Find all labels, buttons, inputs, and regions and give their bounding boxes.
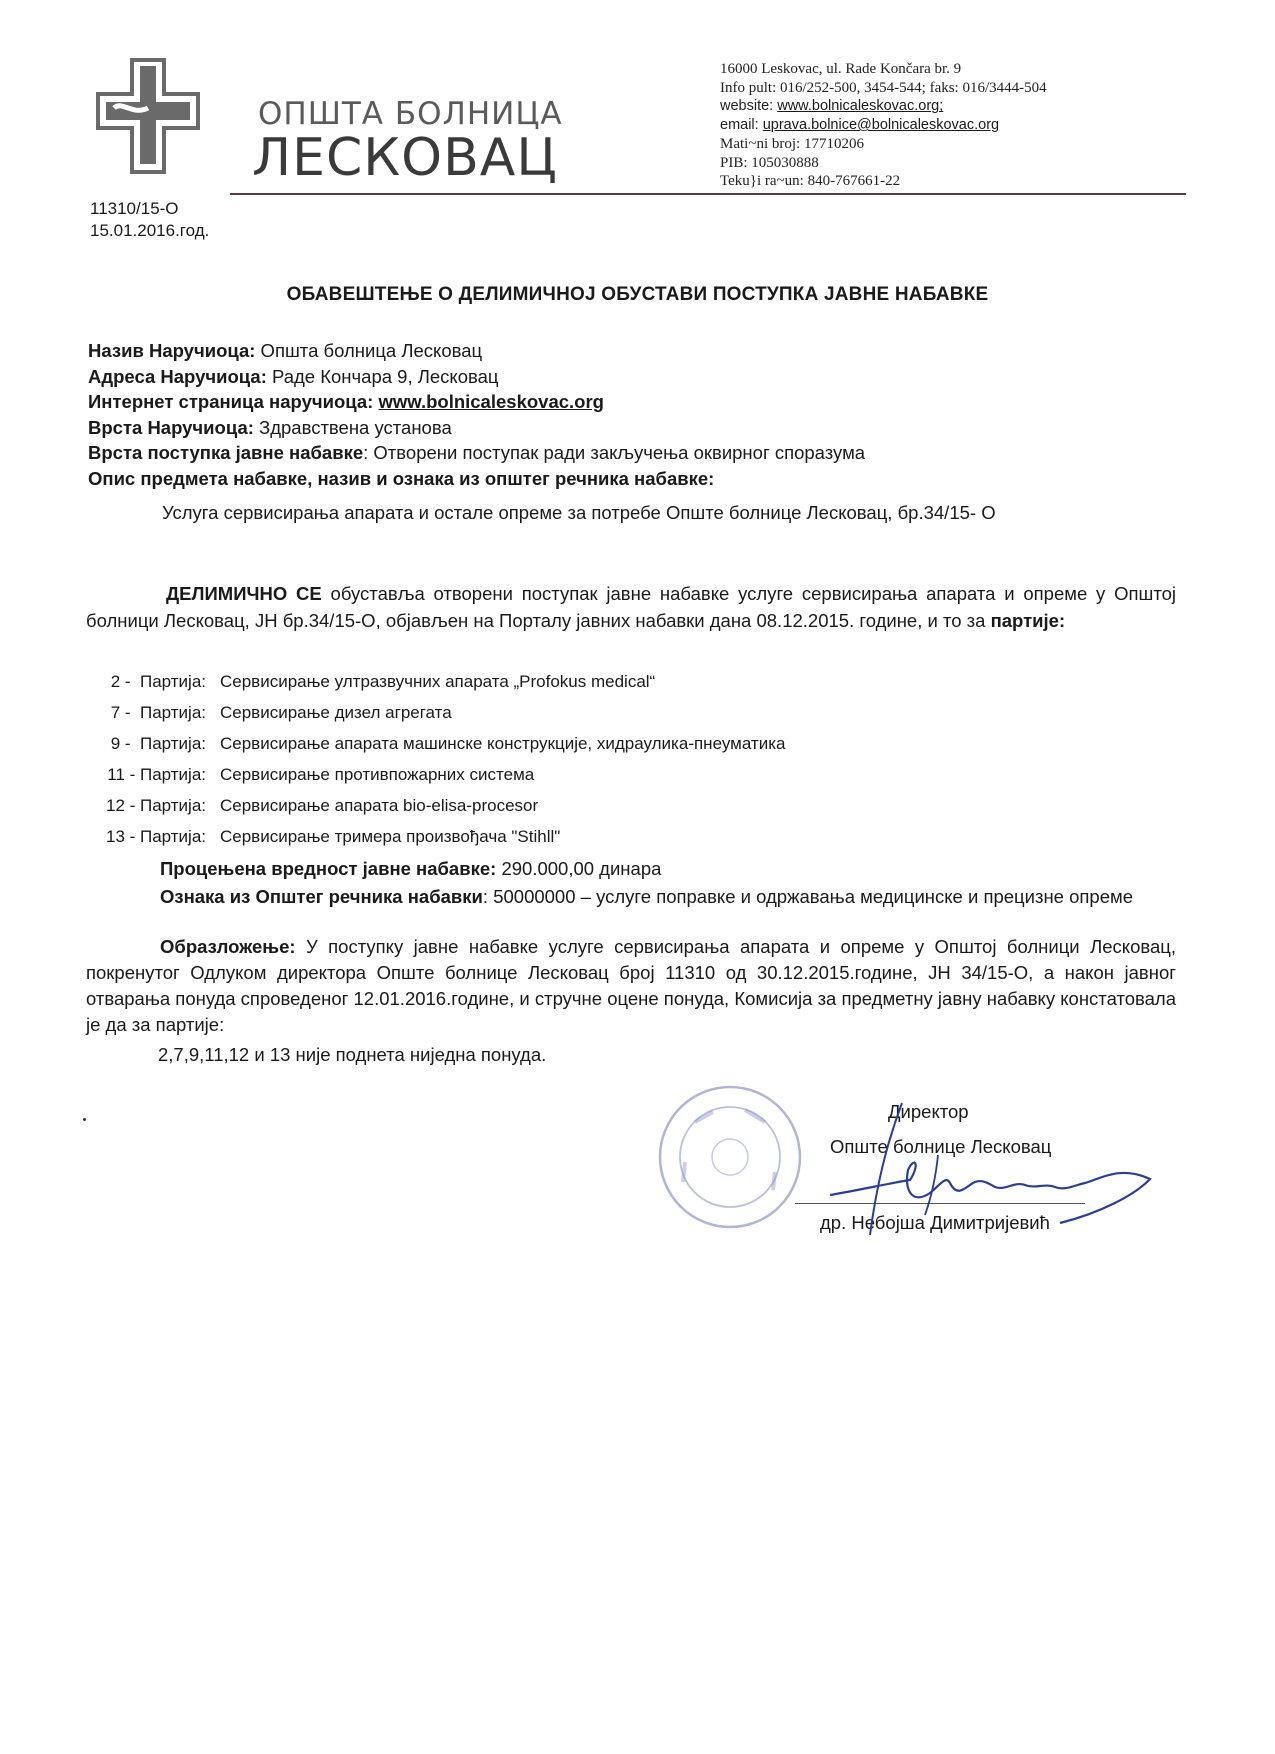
info-opis-label: Опис предмета набавке, назив и ознака из општег речника набавке:: [88, 467, 715, 489]
info-adresa: Адреса Наручиоца: Раде Кончара 9, Лесковац: [88, 365, 499, 387]
info-postupak: Врста поступка јавне набавке: Отворени поступак ради закључења оквирног споразума: [88, 442, 866, 463]
list-item: 13 - Партија: Сервисирање тримера произвођача "Stihll": [105, 827, 561, 846]
contact-mb: Mati~ni broj: 17710206: [720, 135, 864, 152]
suspension-paragraph: [86, 580, 1176, 634]
handwritten-signature: [820, 1095, 1170, 1245]
hospital-cross-logo: [92, 58, 202, 176]
contact-account: Teku}i ra~un: 840-767661-22: [720, 173, 901, 190]
suspension-text: обуставља отворени поступак јавне набавке услуге сервисирања апарата и опреме у Општој болници Лесковац, ЈН бр.34/15-О, објављен на Порталу јавних набавки дана 08.12.2015. године, и то за: [86, 583, 1176, 631]
official-stamp: [655, 1082, 805, 1232]
org-name-line1: ОПШТА БОЛНИЦА: [258, 96, 563, 132]
document-title: ОБАВЕШТЕЊЕ О ДЕЛИМИЧНОЈ ОБУСТАВИ ПОСТУПКА ЈАВНЕ НАБАВКЕ: [286, 284, 989, 305]
doc-date: 15.01.2016.год.: [90, 221, 210, 240]
signatory-name: др. Небојша Димитријевић: [820, 1212, 1050, 1233]
list-item: 7 - Партија: Сервисирање дизел агрегата: [110, 703, 452, 722]
explanation-conclusion: 2,7,9,11,12 и 13 није поднета ниједна понуда.: [158, 1044, 547, 1065]
org-name-line2: ЛЕСКОВАЦ: [252, 128, 558, 188]
internet-link[interactable]: www.bolnicaleskovac.org: [378, 391, 604, 412]
list-item: 2 - Партија: Сервисирање ултразвучних апарата „Profokus medical“: [110, 672, 656, 691]
parts-list: [88, 666, 785, 852]
website-link[interactable]: www.bolnicaleskovac.org;: [777, 98, 944, 115]
suspension-tail: партије:: [990, 610, 1066, 631]
explanation-paragraph: Образложење: У поступку јавне набавке услуге сервисирања апарата и опреме у Општој болници Лесковац, покренутог Одлуком директора Опште болнице Лесковац број 11310 од 30.12.2015.године, ЈН 34/15-О, а након јавног отварања понуда спроведеног 12.01.2016.године, и стручне оцене понуда, Комисија за предметну јавну набавку констатовала је да за партије:: [86, 936, 1177, 1035]
suspension-bold: ДЕЛИМИЧНО СЕ: [166, 583, 322, 604]
info-opis-value: Услуга сервисирања апарата и остале опреме за потребе Опште болнице Лесковац, бр.34/15- О: [162, 502, 996, 523]
list-item: 9 - Партија: Сервисирање апарата машинске конструкције, хидраулика-пнеуматика: [110, 734, 786, 753]
email-label: email:: [720, 117, 759, 134]
email-link[interactable]: uprava.bolnice@bolnicaleskovac.org: [762, 117, 1000, 134]
doc-number: 11310/15-О: [90, 199, 179, 218]
info-naziv: Назив Наручиоца: Општа болница Лесковац: [88, 340, 483, 361]
contact-email-row: [720, 116, 1047, 135]
signature-role: Директор: [888, 1101, 969, 1122]
stray-mark: [83, 1118, 86, 1121]
contact-address: 16000 Leskovac, ul. Rade Končara br. 9: [720, 61, 962, 77]
contact-pib: PIB: 105030888: [720, 154, 819, 171]
website-label: website:: [720, 98, 774, 115]
info-vrsta: Врста Наручиоца: Здравствена установа: [88, 416, 452, 438]
header-divider: [230, 193, 1186, 195]
doc-reference: [90, 198, 209, 242]
signature-institution: Опште болнице Лесковац: [830, 1136, 1052, 1157]
procurer-info: [88, 338, 865, 491]
info-internet: Интернет страница наручиоца: www.bolnicaleskovac.org: [88, 391, 604, 412]
list-item: 12 - Партија: Сервисирање апарата bio-elisa-procesor: [105, 796, 539, 815]
contact-block: [720, 60, 1047, 191]
list-item: 11 - Партија: Сервисирање противпожарних система: [107, 765, 535, 784]
estimated-value: Процењена вредност јавне набавке: 290.000,00 динара: [160, 858, 662, 879]
contact-phone: Info pult: 016/252-500, 3454-544; faks: 016/3444-504: [720, 79, 1047, 96]
cpv-code: Ознака из Општег речника набавки: 50000000 – услуге поправке и одржавања медицинске и прецизне опреме: [160, 886, 1133, 907]
contact-website-row: [720, 97, 1047, 116]
